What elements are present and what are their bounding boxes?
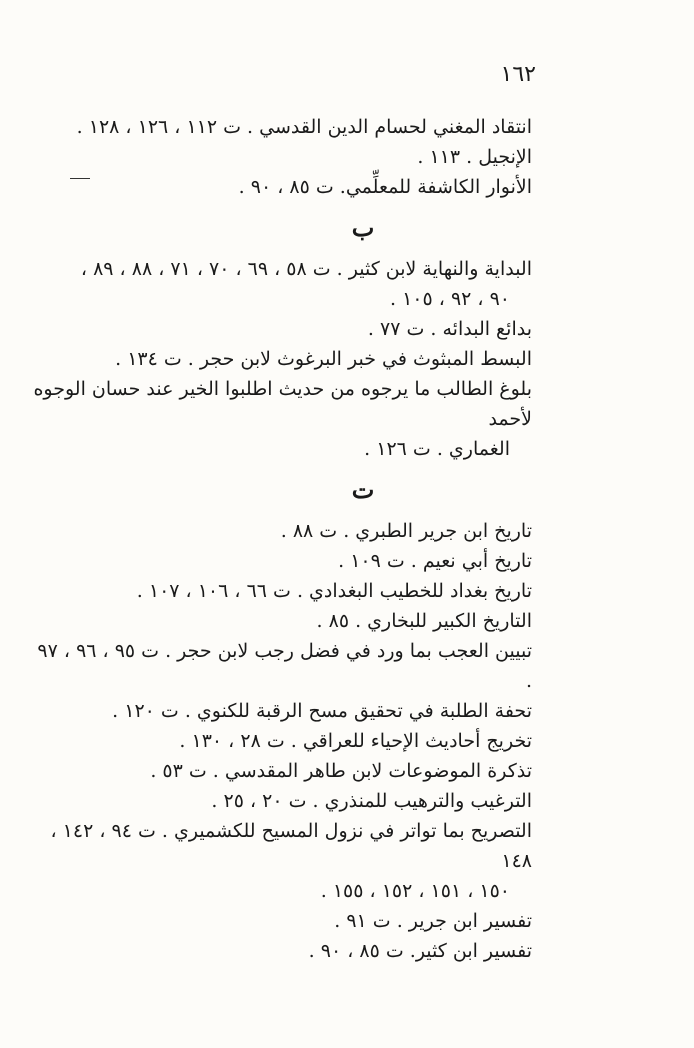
entry-text: الإنجيل . ١١٣ . — [417, 146, 532, 168]
index-entry — [32, 936, 532, 966]
index-entry — [32, 314, 532, 344]
index-section-intro — [32, 112, 532, 202]
entry-text: الترغيب والترهيب للمنذري . ت ٢٠ ، ٢٥ . — [211, 790, 532, 812]
entry-text: الأنوار الكاشفة للمعلِّمي. ت ٨٥ ، ٩٠ . — [238, 176, 532, 198]
section-letter: ت — [351, 475, 375, 504]
entry-text: تذكرة الموضوعات لابن طاهر المقدسي . ت ٥٣ . — [150, 760, 532, 782]
index-entry — [32, 142, 532, 172]
entry-text: بلوغ الطالب ما يرجوه من حديث اطلبوا الخير عند حسان الوجوه لأحمد — [33, 378, 532, 430]
index-entry — [32, 636, 532, 696]
index-entry — [32, 756, 532, 786]
index-entry — [32, 374, 532, 464]
index-content — [32, 112, 532, 966]
entry-text: البداية والنهاية لابن كثير . ت ٥٨ ، ٦٩ ، ٧٠ ، ٧١ ، ٨٨ ، ٨٩ ، — [80, 258, 532, 280]
entry-continuation: ١٥٠ ، ١٥١ ، ١٥٢ ، ١٥٥ . — [320, 880, 510, 902]
index-entry — [32, 606, 532, 636]
index-entry — [32, 696, 532, 726]
entry-continuation: ٩٠ ، ٩٢ ، ١٠٥ . — [390, 288, 510, 310]
index-entry — [32, 112, 532, 142]
page-number: ١٦٢ — [500, 62, 536, 87]
entry-text: تاريخ أبي نعيم . ت ١٠٩ . — [338, 550, 532, 572]
index-section-ba — [32, 202, 532, 464]
entry-text: تاريخ بغداد للخطيب البغدادي . ت ٦٦ ، ١٠٦ ، ١٠٧ . — [136, 580, 532, 602]
index-entry — [32, 906, 532, 936]
entry-text: البسط المبثوث في خبر البرغوث لابن حجر . ت ١٣٤ . — [115, 348, 532, 370]
entry-text: تفسير ابن كثير. ت ٨٥ ، ٩٠ . — [308, 940, 532, 962]
entry-text: انتقاد المغني لحسام الدين القدسي . ت ١١٢ ، ١٢٦ ، ١٢٨ . — [76, 116, 532, 138]
entry-text: تخريج أحاديث الإحياء للعراقي . ت ٢٨ ، ١٣٠ . — [179, 730, 532, 752]
entry-continuation: الغماري . ت ١٢٦ . — [364, 438, 510, 460]
index-section-ta — [32, 464, 532, 966]
index-entry — [32, 546, 532, 576]
index-entry — [32, 726, 532, 756]
index-entry — [32, 516, 532, 546]
index-entry — [32, 576, 532, 606]
index-entry — [32, 816, 532, 906]
entry-text: تبيين العجب بما ورد في فضل رجب لابن حجر . ت ٩٥ ، ٩٦ ، ٩٧ . — [37, 640, 532, 692]
index-entry — [32, 344, 532, 374]
index-entry — [32, 172, 532, 202]
entry-text: بدائع البدائه . ت ٧٧ . — [367, 318, 532, 340]
section-letter: ب — [351, 213, 375, 242]
entry-text: تحفة الطلبة في تحقيق مسح الرقبة للكنوي . ت ١٢٠ . — [112, 700, 532, 722]
entry-text: تاريخ ابن جرير الطبري . ت ٨٨ . — [280, 520, 532, 542]
index-entry — [32, 786, 532, 816]
entry-text: التصريح بما تواتر في نزول المسيح للكشميري . ت ٩٤ ، ١٤٢ ، ١٤٨ — [50, 820, 532, 872]
entry-text: التاريخ الكبير للبخاري . ٨٥ . — [316, 610, 532, 632]
index-entry — [32, 254, 532, 314]
entry-text: تفسير ابن جرير . ت ٩١ . — [334, 910, 532, 932]
